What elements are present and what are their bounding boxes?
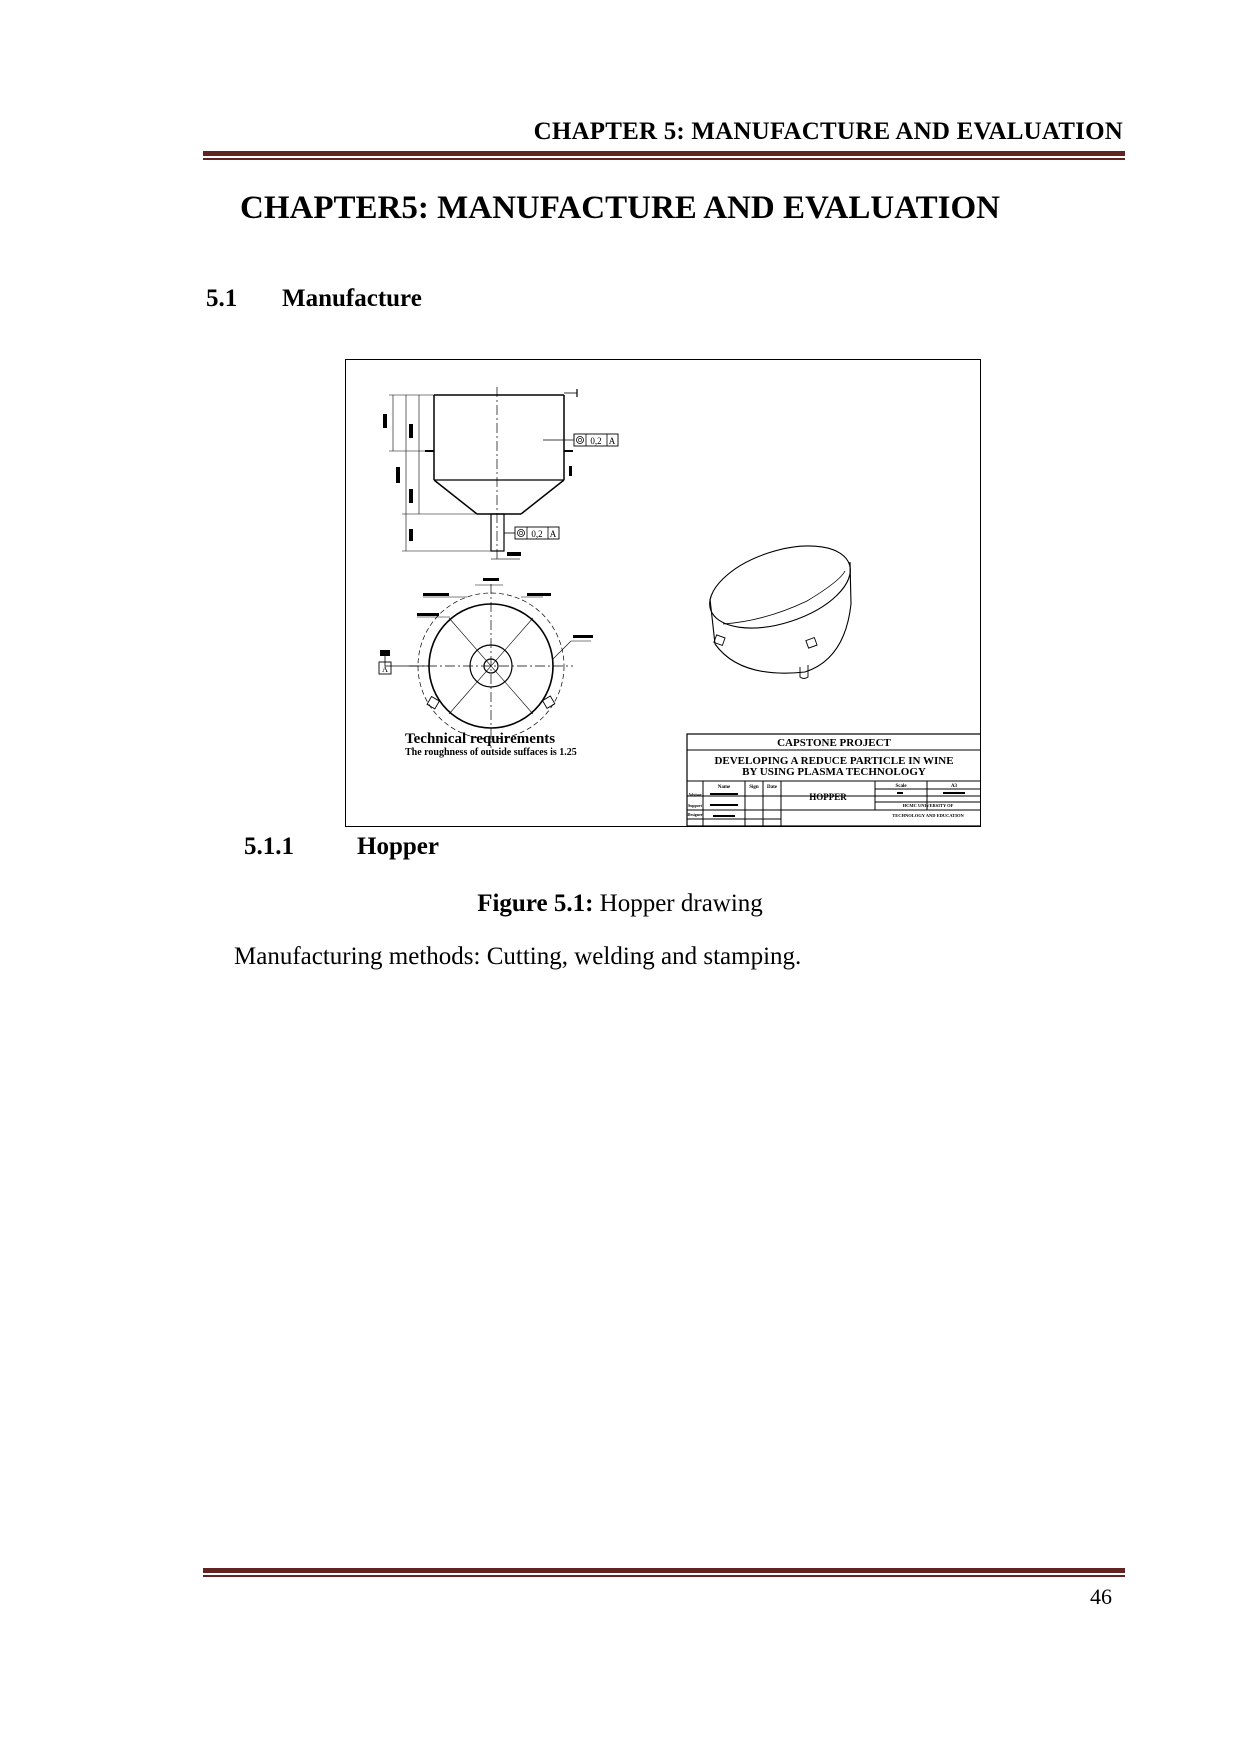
- section-number: 5.1: [206, 285, 238, 312]
- svg-text:Support: Support: [687, 803, 703, 808]
- svg-text:A: A: [549, 529, 557, 539]
- top-view: [379, 578, 593, 748]
- svg-text:Date: Date: [767, 785, 777, 790]
- chapter-title: CHAPTER5: MANUFACTURE AND EVALUATION: [240, 190, 1000, 226]
- figure-label: Figure 5.1:: [477, 890, 594, 917]
- svg-text:HCMC UNIVERSITY OF: HCMC UNIVERSITY OF: [902, 803, 954, 808]
- figure-caption: [0, 890, 1240, 918]
- svg-text:HOPPER: HOPPER: [809, 792, 847, 802]
- svg-text:DEVELOPING A REDUCE PARTICLE I: DEVELOPING A REDUCE PARTICLE IN WINE: [714, 755, 954, 767]
- title-block: [687, 734, 981, 826]
- footer-rule-thick: [203, 1568, 1125, 1573]
- running-header: CHAPTER 5: MANUFACTURE AND EVALUATION: [533, 118, 1123, 145]
- svg-text:A3: A3: [950, 784, 958, 789]
- figure-caption-text: Hopper drawing: [593, 890, 763, 917]
- tolerance-frame-1: [543, 434, 618, 446]
- isometric-view: [699, 530, 860, 678]
- section-title: Manufacture: [282, 285, 422, 312]
- svg-text:Designer: Designer: [687, 812, 703, 817]
- page-number: 46: [1090, 1584, 1112, 1609]
- svg-text:Advisor: Advisor: [688, 792, 702, 797]
- tolerance-frame-2: [504, 527, 559, 539]
- svg-text:0,2: 0,2: [531, 529, 543, 539]
- requirements-text: The roughness of outside suffaces is 1.25: [405, 747, 577, 758]
- svg-text:A: A: [608, 436, 616, 446]
- svg-text:BY USING PLASMA TECHNOLOGY: BY USING PLASMA TECHNOLOGY: [742, 766, 926, 778]
- header-rule-thick: [203, 151, 1125, 156]
- requirements-title: Technical requirements: [405, 731, 556, 747]
- svg-text:Scale: Scale: [895, 784, 907, 789]
- header-rule-thin: [203, 158, 1125, 160]
- body-paragraph: Manufacturing methods: Cutting, welding and stamping.: [234, 943, 802, 970]
- svg-text:0,2: 0,2: [590, 436, 602, 446]
- svg-text:Sign: Sign: [749, 785, 759, 790]
- footer-rule-thin: [203, 1575, 1125, 1577]
- svg-text:A: A: [382, 665, 388, 674]
- subsection-number: 5.1.1: [244, 833, 294, 860]
- svg-text:TECHNOLOGY AND EDUCATION: TECHNOLOGY AND EDUCATION: [892, 813, 964, 818]
- hopper-drawing: [345, 359, 981, 827]
- svg-text:Name: Name: [717, 785, 731, 790]
- subsection-title: Hopper: [357, 833, 439, 860]
- svg-text:CAPSTONE PROJECT: CAPSTONE PROJECT: [777, 737, 891, 749]
